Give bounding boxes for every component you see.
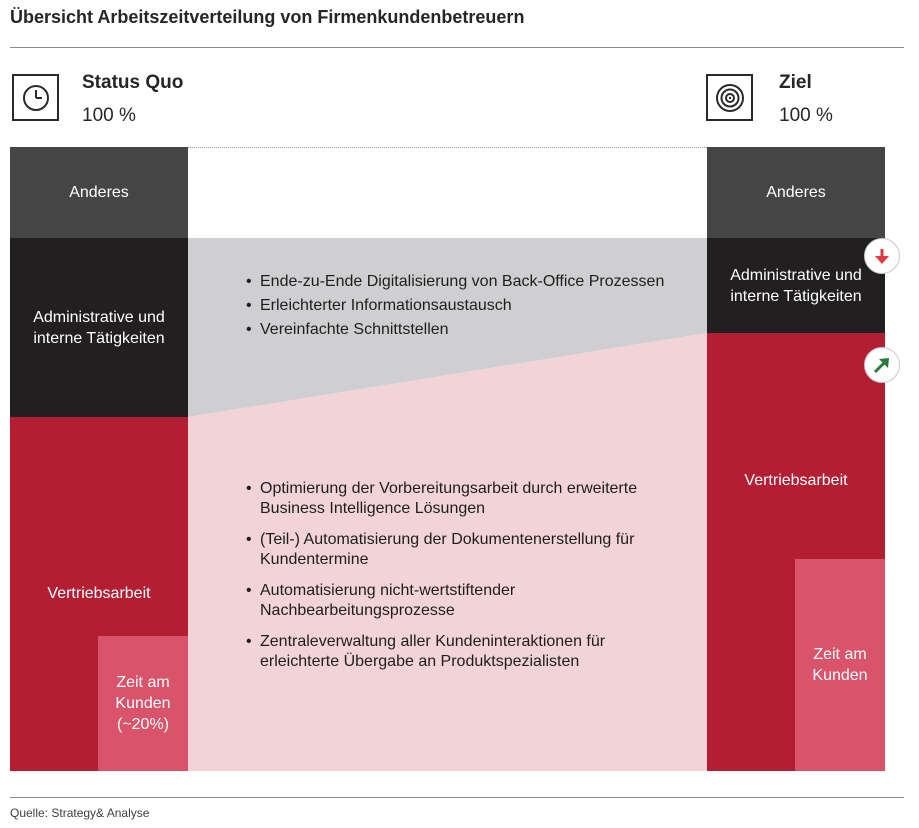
target-other-segment (707, 147, 885, 238)
status-quo-total: 100 % (82, 105, 136, 126)
status-quo-customer-time-segment (98, 636, 188, 771)
target-customer-time-label: Zeit am Kunden (812, 646, 868, 684)
target-other-label: Anderes (766, 184, 826, 201)
target-total: 100 % (779, 105, 833, 126)
status-quo-admin-label: Administrative und interne Tätigkeiten (33, 308, 165, 347)
status-quo-sales-label: Vertriebsarbeit (47, 585, 151, 602)
status-quo-heading: Status Quo (82, 72, 184, 93)
status-quo-other-label: Anderes (69, 184, 129, 201)
target-sales-label: Vertriebsarbeit (744, 472, 848, 489)
arrow-down-icon (864, 238, 900, 274)
list-item: • Zentraleverwaltung aller Kundeninteraktionen für erleichterte Übergabe an Produktspezialisten (246, 632, 686, 672)
status-quo-customer-time-label: Zeit am Kunden (~20%) (115, 674, 171, 733)
other-band-top-border (188, 147, 707, 148)
admin-measures-list (246, 272, 686, 344)
list-item: • Vereinfachte Schnittstellen (246, 320, 686, 340)
list-item: • Automatisierung nicht-wertstiftender Nachbearbeitungsprozesse (246, 581, 686, 621)
status-quo-other-segment (10, 147, 188, 238)
list-item: • (Teil-) Automatisierung der Dokumentenerstellung für Kundentermine (246, 530, 686, 570)
target-admin-segment (707, 238, 885, 333)
list-item: • Erleichterter Informationsaustausch (246, 296, 686, 316)
target-admin-label: Administrative und interne Tätigkeiten (730, 266, 862, 305)
status-quo-admin-segment (10, 238, 188, 417)
list-item: • Ende-zu-Ende Digitalisierung von Back-Office Prozessen (246, 272, 686, 292)
list-item: • Optimierung der Vorbereitungsarbeit durch erweiterte Business Intelligence Lösungen (246, 479, 686, 519)
arrow-up-icon (864, 347, 900, 383)
source-note: Quelle: Strategy& Analyse (10, 806, 150, 820)
sales-measures-list (246, 479, 686, 683)
footer-divider (10, 797, 904, 798)
target-customer-time-segment (795, 559, 885, 771)
page-title: Übersicht Arbeitszeitverteilung von Firmenkundenbetreuern (10, 7, 525, 27)
target-heading: Ziel (779, 72, 812, 93)
